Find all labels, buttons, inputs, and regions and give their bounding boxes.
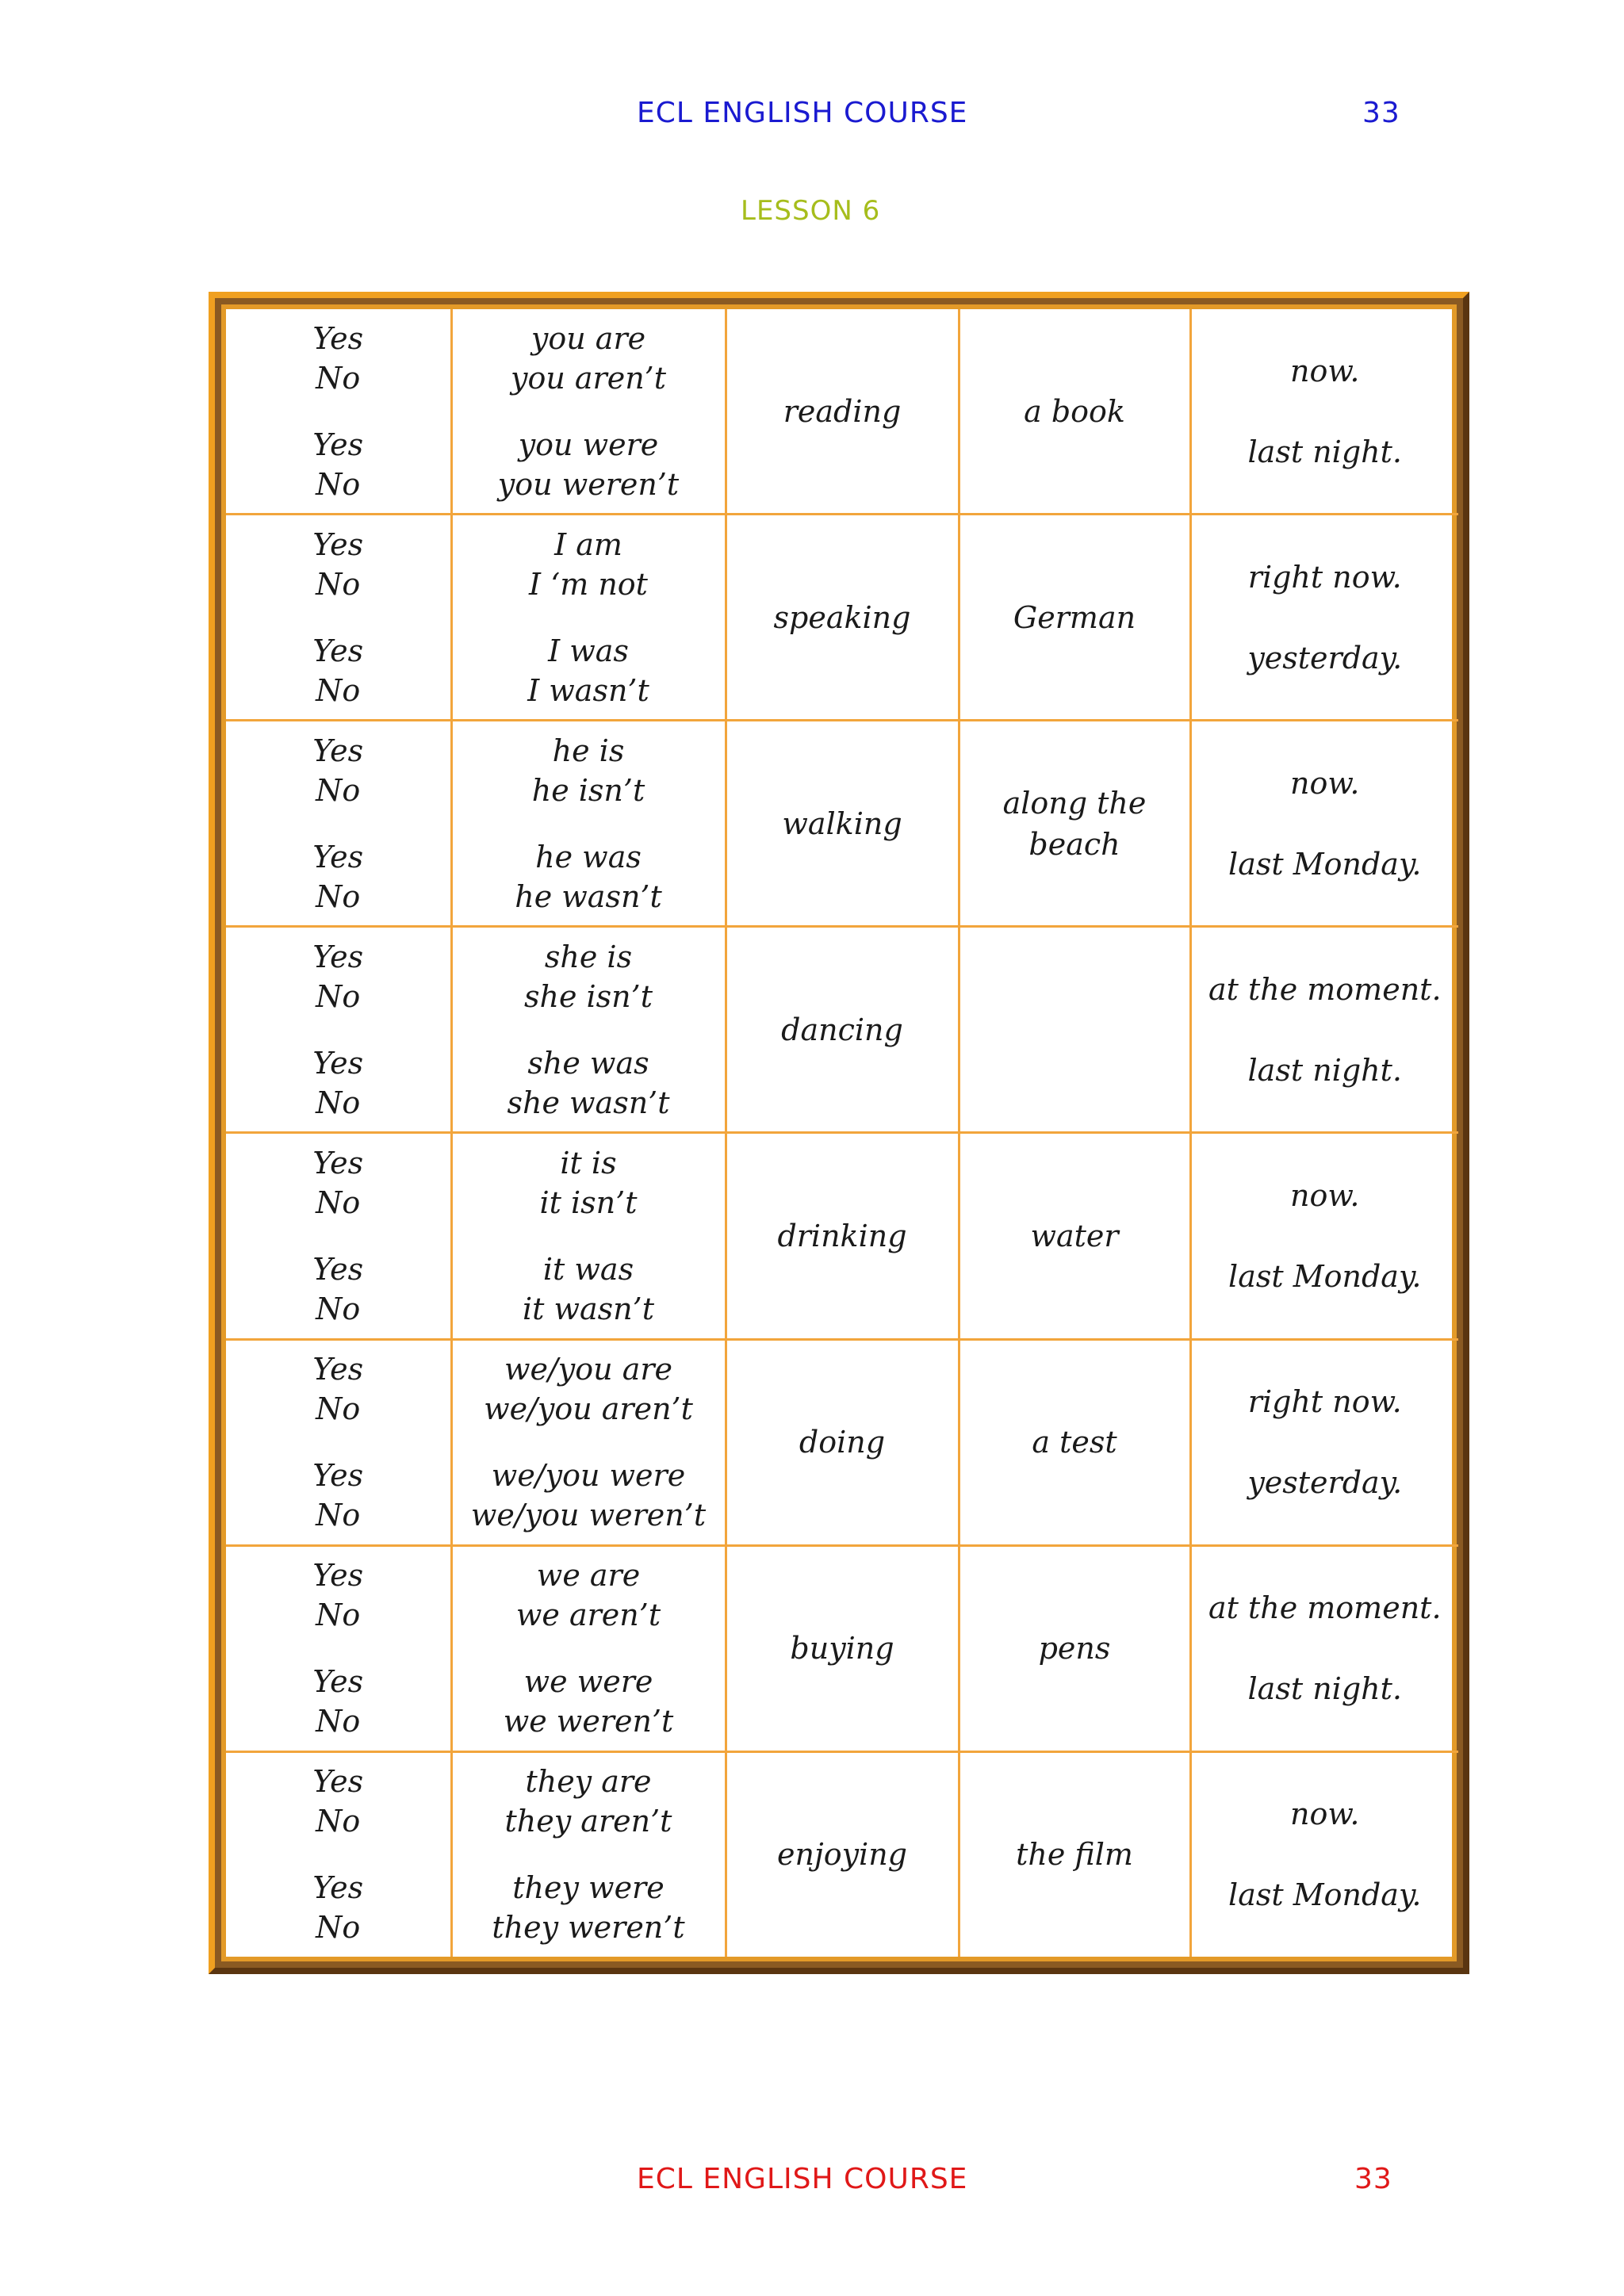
form-cell-line: it isn’t [539, 1185, 638, 1221]
answer-cell-line: No [316, 978, 361, 1014]
answer-cell-line: No [316, 772, 361, 808]
form-cell-line: I wasn’t [527, 672, 649, 708]
form-cell-line: we were [523, 1664, 653, 1700]
object-line: water [1030, 1219, 1119, 1254]
time-cell [1190, 721, 1458, 927]
answer-cell-line: Yes [312, 839, 364, 874]
form-cell-line: it is [560, 1146, 617, 1181]
answer-cell [226, 1545, 451, 1751]
answer-cell-line: Yes [312, 427, 364, 462]
form-cell-line: he is [552, 733, 625, 768]
time-line: last night. [1247, 1671, 1402, 1707]
table-row [226, 721, 1458, 927]
header-page-number: 33 [1362, 97, 1400, 129]
time-line: now. [1290, 1178, 1360, 1214]
verb-cell: dancing [726, 927, 959, 1133]
answer-cell-line: No [316, 1804, 361, 1839]
time-cell [1190, 1545, 1458, 1751]
form-cell [451, 515, 726, 721]
time-cell [1190, 927, 1458, 1133]
time-line: now. [1290, 353, 1360, 388]
form-cell [451, 1133, 726, 1339]
time-line: yesterday. [1247, 640, 1403, 675]
form-cell-line: you are [530, 320, 646, 356]
answer-cell-line: Yes [312, 1764, 364, 1800]
verb-cell: reading [726, 309, 959, 515]
answer-cell-line: Yes [312, 1252, 364, 1288]
answer-cell-line: Yes [312, 633, 364, 668]
answer-cell [226, 515, 451, 721]
answer-cell-line: Yes [312, 1664, 364, 1700]
answer-cell [226, 309, 451, 515]
table-row [226, 515, 1458, 721]
footer-page-number: 33 [1354, 2163, 1392, 2195]
table-inner [221, 304, 1457, 1961]
answer-cell [226, 1133, 451, 1339]
object-cell [959, 721, 1190, 927]
answer-cell-line: No [316, 360, 361, 396]
grammar-table [226, 309, 1458, 1957]
answer-cell-line: No [316, 1910, 361, 1946]
object-line: a test [1032, 1425, 1117, 1460]
form-cell-line: you were [518, 427, 659, 462]
answer-cell-line: Yes [312, 1458, 364, 1494]
form-cell [451, 927, 726, 1133]
time-line: right now. [1247, 1384, 1402, 1420]
table-row [226, 1751, 1458, 1957]
answer-cell-line: Yes [312, 320, 364, 356]
table-row [226, 1339, 1458, 1545]
form-cell-line: you aren’t [510, 360, 667, 396]
answer-cell-line: No [316, 878, 361, 914]
answer-cell-line: Yes [312, 1352, 364, 1387]
time-line: last Monday. [1228, 846, 1422, 882]
object-line: pens [1038, 1631, 1111, 1667]
answer-cell-line: No [316, 1391, 361, 1427]
form-cell-line: she is [544, 939, 633, 974]
object-cell [959, 927, 1190, 1133]
form-cell-line: it wasn’t [522, 1292, 654, 1327]
form-cell-line: it was [542, 1252, 634, 1288]
form-cell [451, 1339, 726, 1545]
form-cell-line: he wasn’t [515, 878, 662, 914]
answer-cell-line: Yes [312, 733, 364, 768]
answer-cell-line: No [316, 1598, 361, 1633]
form-cell-line: we aren’t [515, 1598, 661, 1633]
answer-cell-line: Yes [312, 1146, 364, 1181]
time-cell [1190, 515, 1458, 721]
object-line: along the [1002, 785, 1147, 821]
time-cell [1190, 1751, 1458, 1957]
answer-cell-line: Yes [312, 526, 364, 562]
form-cell [451, 1545, 726, 1751]
answer-cell-line: Yes [312, 1558, 364, 1594]
time-line: last Monday. [1228, 1877, 1422, 1913]
table-row [226, 1133, 1458, 1339]
time-cell [1190, 309, 1458, 515]
form-cell [451, 1751, 726, 1957]
answer-cell-line: No [316, 566, 361, 602]
answer-cell-line: No [316, 1292, 361, 1327]
form-cell-line: she wasn’t [507, 1085, 670, 1120]
time-line: at the moment. [1208, 971, 1442, 1007]
table-frame [209, 292, 1469, 1974]
form-cell [451, 721, 726, 927]
answer-cell-line: No [316, 1498, 361, 1533]
answer-cell-line: No [316, 672, 361, 708]
form-cell [451, 309, 726, 515]
object-cell [959, 1133, 1190, 1339]
table-row [226, 927, 1458, 1133]
verb-cell: speaking [726, 515, 959, 721]
time-line: now. [1290, 1797, 1360, 1832]
answer-cell [226, 1751, 451, 1957]
answer-cell [226, 1339, 451, 1545]
time-cell [1190, 1339, 1458, 1545]
object-cell [959, 1545, 1190, 1751]
object-line: the film [1016, 1837, 1133, 1873]
time-line: right now. [1247, 559, 1402, 595]
answer-cell [226, 721, 451, 927]
form-cell-line: he was [535, 839, 642, 874]
object-cell [959, 1339, 1190, 1545]
answer-cell-line: Yes [312, 1045, 364, 1081]
form-cell-line: I am [554, 526, 622, 562]
verb-cell: walking [726, 721, 959, 927]
form-cell-line: they are [525, 1764, 652, 1800]
form-cell-line: we/you are [504, 1352, 673, 1387]
time-line: yesterday. [1247, 1465, 1403, 1501]
time-line: last Monday. [1228, 1259, 1422, 1295]
object-line: beach [1028, 826, 1120, 862]
lesson-title: LESSON 6 [741, 195, 881, 227]
header-title: ECL ENGLISH COURSE [637, 97, 968, 129]
table-row [226, 1545, 1458, 1751]
verb-cell: drinking [726, 1133, 959, 1339]
form-cell-line: we are [536, 1558, 641, 1594]
time-cell [1190, 1133, 1458, 1339]
table-row [226, 309, 1458, 515]
verb-cell: enjoying [726, 1751, 959, 1957]
form-cell-line: they aren’t [504, 1804, 672, 1839]
time-line: last night. [1247, 434, 1402, 469]
answer-cell-line: No [316, 466, 361, 502]
time-line: at the moment. [1208, 1590, 1442, 1626]
verb-cell: doing [726, 1339, 959, 1545]
answer-cell [226, 927, 451, 1133]
object-cell [959, 309, 1190, 515]
form-cell-line: you weren’t [497, 466, 680, 502]
form-cell-line: I ‘m not [529, 566, 648, 602]
answer-cell-line: Yes [312, 939, 364, 974]
form-cell-line: she was [527, 1045, 649, 1081]
time-line: last night. [1247, 1052, 1402, 1088]
answer-cell-line: Yes [312, 1870, 364, 1906]
time-line: now. [1290, 765, 1360, 801]
object-cell [959, 515, 1190, 721]
form-cell-line: she isn’t [523, 978, 653, 1014]
verb-cell: buying [726, 1545, 959, 1751]
footer-title: ECL ENGLISH COURSE [637, 2163, 968, 2195]
form-cell-line: we/you aren’t [484, 1391, 693, 1427]
object-cell [959, 1751, 1190, 1957]
answer-cell-line: No [316, 1704, 361, 1739]
form-cell-line: we/you weren’t [470, 1498, 707, 1533]
form-cell-line: they weren’t [492, 1910, 685, 1946]
object-line: a book [1024, 393, 1125, 429]
answer-cell-line: No [316, 1085, 361, 1120]
object-line: German [1013, 599, 1136, 635]
form-cell-line: we weren’t [503, 1704, 674, 1739]
answer-cell-line: No [316, 1185, 361, 1221]
form-cell-line: they were [512, 1870, 665, 1906]
form-cell-line: I was [548, 633, 629, 668]
form-cell-line: he isn’t [531, 772, 645, 808]
form-cell-line: we/you were [491, 1458, 686, 1494]
